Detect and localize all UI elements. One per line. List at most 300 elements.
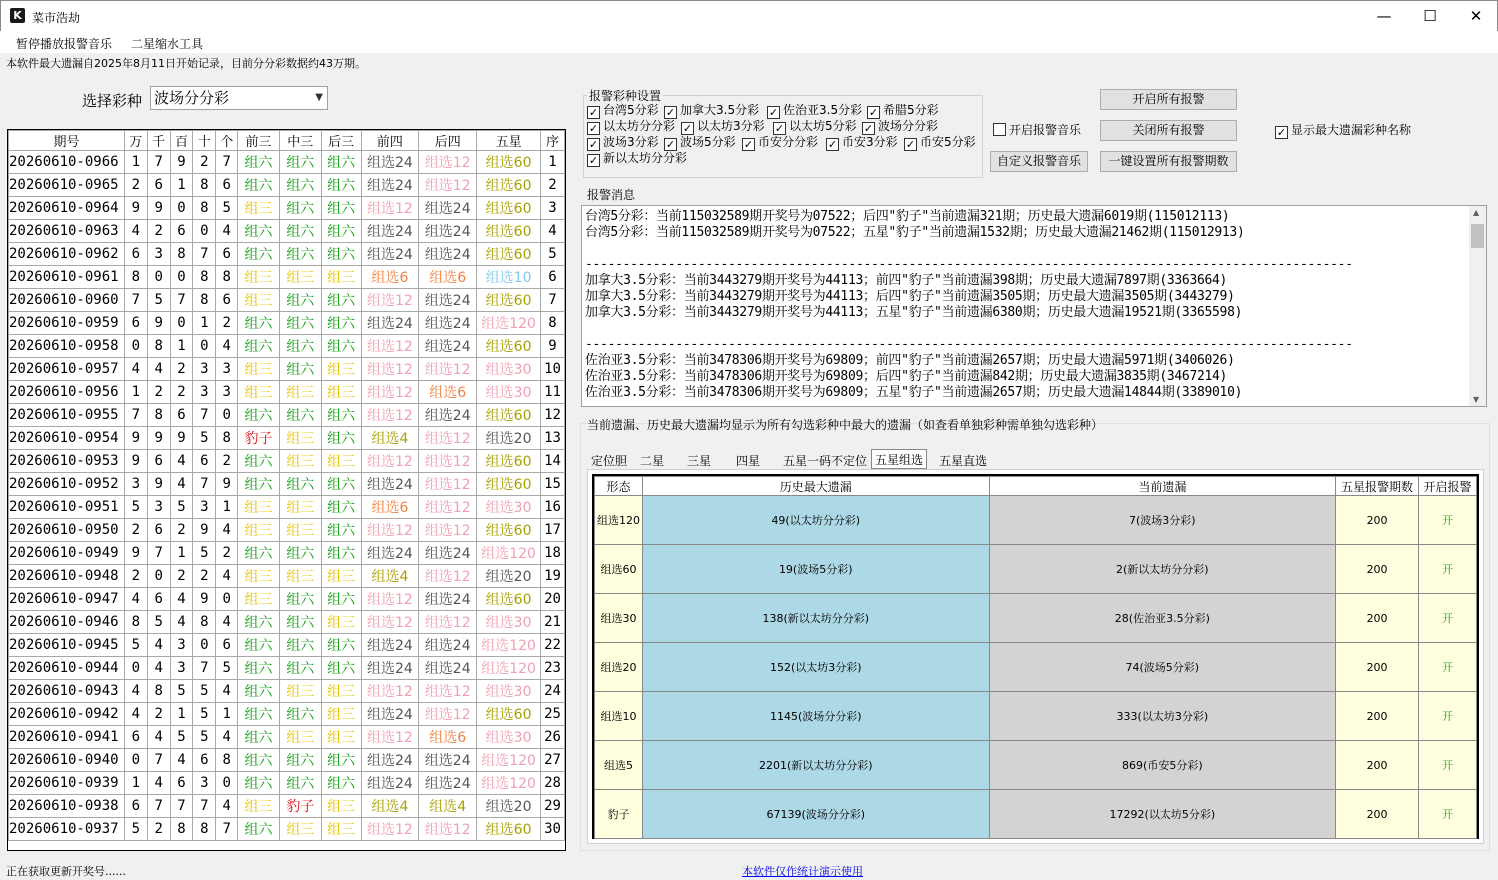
alarm-toggle-cell[interactable]: 开 [1419, 790, 1477, 839]
table-cell: 8 [216, 427, 238, 450]
table-row[interactable] [9, 358, 565, 381]
table-row[interactable] [9, 266, 565, 289]
table-cell: 组六 [238, 220, 280, 243]
table-cell: 组六 [321, 289, 361, 312]
table-cell: 组三 [279, 519, 321, 542]
column-header[interactable]: 中三 [279, 131, 321, 151]
alarm-lottery-checkbox[interactable] [587, 119, 675, 134]
table-cell: 组三 [238, 197, 280, 220]
checkbox-label: 新以太坊分分彩 [603, 151, 688, 165]
stats-cell: 组选60 [595, 545, 643, 594]
table-row[interactable] [9, 657, 565, 680]
table-cell: 20260610-0950 [9, 519, 125, 542]
stats-cell[interactable]: 200 [1336, 496, 1419, 545]
table-cell: 组选12 [419, 519, 477, 542]
scroll-down-icon[interactable]: ▼ [1473, 395, 1480, 404]
alarm-toggle-cell[interactable]: 开 [1419, 545, 1477, 594]
table-cell: 5 [170, 680, 193, 703]
column-header[interactable]: 百 [170, 131, 193, 151]
table-cell: 组选24 [419, 542, 477, 565]
table-cell: 4 [147, 358, 170, 381]
alarm-lottery-checkbox[interactable] [587, 103, 659, 118]
lottery-select[interactable] [150, 86, 328, 110]
table-cell: 8 [193, 818, 216, 841]
table-cell: 30 [541, 818, 565, 841]
stats-cell: 组选20 [595, 643, 643, 692]
stats-cell[interactable]: 200 [1336, 741, 1419, 790]
table-cell: 20260610-0962 [9, 243, 125, 266]
alarm-toggle-cell[interactable]: 开 [1419, 692, 1477, 741]
table-row[interactable] [9, 818, 565, 841]
table-cell: 组选24 [419, 289, 477, 312]
table-cell: 组选24 [361, 634, 419, 657]
draw-results-table [7, 129, 566, 851]
minimize-button[interactable]: — [1376, 7, 1392, 25]
table-cell: 组选60 [477, 289, 541, 312]
table-cell: 7 [216, 151, 238, 174]
table-cell: 组三 [279, 565, 321, 588]
menu-two-star-tool[interactable]: 二星缩水工具 [131, 37, 204, 51]
alarm-lottery-checkbox[interactable] [587, 151, 687, 166]
table-cell: 组选24 [419, 243, 477, 266]
table-row[interactable] [9, 312, 565, 335]
table-cell: 组六 [279, 289, 321, 312]
table-cell: 2 [170, 519, 193, 542]
table-cell: 组三 [279, 381, 321, 404]
table-cell: 1 [124, 151, 147, 174]
stats-cell[interactable]: 200 [1336, 594, 1419, 643]
table-cell: 2 [170, 358, 193, 381]
table-cell: 3 [124, 473, 147, 496]
table-cell: 组六 [279, 542, 321, 565]
table-cell: 20260610-0948 [9, 565, 125, 588]
stats-cell: 组选120 [595, 496, 643, 545]
table-cell: 组六 [279, 657, 321, 680]
table-cell: 0 [216, 404, 238, 427]
table-cell: 20260610-0942 [9, 703, 125, 726]
table-row[interactable] [9, 703, 565, 726]
table-cell: 组六 [238, 174, 280, 197]
tab-item[interactable]: 五星直选 [939, 454, 988, 468]
lottery-select-label: 选择彩种 [82, 92, 143, 110]
table-cell: 组选12 [419, 703, 477, 726]
table-cell: 22 [541, 634, 565, 657]
table-cell: 组六 [238, 151, 280, 174]
table-cell: 4 [216, 726, 238, 749]
alarm-toggle-cell[interactable]: 开 [1419, 643, 1477, 692]
table-cell: 组选12 [361, 335, 419, 358]
table-cell: 组选60 [477, 519, 541, 542]
table-cell: 组选20 [477, 795, 541, 818]
table-cell: 组六 [279, 772, 321, 795]
demo-notice-link[interactable]: 本软件仅作统计演示使用 [742, 865, 863, 878]
table-cell: 8 [541, 312, 565, 335]
table-cell: 组三 [238, 588, 280, 611]
alarm-lottery-checkbox[interactable] [773, 119, 857, 134]
table-cell: 组选60 [477, 450, 541, 473]
table-cell: 4 [170, 611, 193, 634]
column-header[interactable]: 五星 [477, 131, 541, 151]
table-cell: 2 [147, 381, 170, 404]
table-cell: 20260610-0941 [9, 726, 125, 749]
table-row[interactable] [9, 565, 565, 588]
table-cell: 4 [170, 473, 193, 496]
table-cell: 组三 [321, 266, 361, 289]
table-cell: 组选120 [477, 634, 541, 657]
stats-cell: 2(新以太坊分分彩) [989, 545, 1336, 594]
table-cell: 组选20 [477, 565, 541, 588]
table-cell: 组选60 [477, 818, 541, 841]
column-header[interactable]: 期号 [9, 131, 125, 151]
alarm-lottery-checkbox[interactable] [826, 135, 898, 150]
table-cell: 16 [541, 496, 565, 519]
title-bar [0, 0, 1498, 31]
column-header[interactable]: 前四 [361, 131, 419, 151]
table-cell: 9 [170, 427, 193, 450]
alarm-toggle-cell[interactable]: 开 [1419, 741, 1477, 790]
table-row[interactable] [9, 611, 565, 634]
open-all-alarms-button[interactable]: 开启所有报警 [1100, 89, 1237, 110]
table-cell: 组选12 [361, 726, 419, 749]
table-cell: 组选12 [361, 358, 419, 381]
table-cell: 8 [147, 335, 170, 358]
table-cell: 组选12 [361, 680, 419, 703]
table-cell: 8 [170, 243, 193, 266]
table-cell: 9 [147, 197, 170, 220]
column-header[interactable]: 个 [216, 131, 238, 151]
table-cell: 组三 [279, 680, 321, 703]
message-line: 加拿大3.5分彩：当前3443279期开奖号为44113；后四"豹子"当前遗漏3505期；历史最大遗漏3505期(3443279) [585, 289, 1235, 304]
table-cell: 1 [124, 772, 147, 795]
checkbox-empty-icon [993, 123, 1006, 136]
table-cell: 组选24 [361, 473, 419, 496]
table-row[interactable] [9, 473, 565, 496]
table-cell: 组六 [279, 335, 321, 358]
table-cell: 9 [124, 427, 147, 450]
tab-item[interactable]: 三星 [687, 454, 712, 468]
table-cell: 3 [193, 381, 216, 404]
table-cell: 20260610-0954 [9, 427, 125, 450]
table-cell: 组六 [321, 542, 361, 565]
table-cell: 2 [147, 220, 170, 243]
table-cell: 2 [216, 450, 238, 473]
table-row[interactable] [9, 427, 565, 450]
scroll-up-icon[interactable]: ▲ [1473, 208, 1480, 217]
stats-row [595, 643, 1477, 692]
table-cell: 9 [124, 450, 147, 473]
table-cell: 8 [216, 749, 238, 772]
table-cell: 1 [124, 381, 147, 404]
table-cell: 4 [216, 519, 238, 542]
scroll-thumb[interactable] [1471, 224, 1484, 248]
message-line: 加拿大3.5分彩：当前3443279期开奖号为44113；五星"豹子"当前遗漏6380期；历史最大遗漏19521期(3365598) [585, 305, 1243, 320]
table-cell: 1 [541, 151, 565, 174]
table-cell: 6 [147, 174, 170, 197]
stats-header: 当前遗漏 [989, 477, 1336, 496]
table-row[interactable] [9, 243, 565, 266]
table-row[interactable] [9, 289, 565, 312]
table-cell: 组三 [279, 726, 321, 749]
table-cell: 0 [170, 197, 193, 220]
stats-cell[interactable]: 200 [1336, 790, 1419, 839]
table-cell: 组选24 [361, 243, 419, 266]
table-cell: 20260610-0944 [9, 657, 125, 680]
table-cell: 2 [147, 818, 170, 841]
table-cell: 5 [193, 680, 216, 703]
table-cell: 组六 [238, 542, 280, 565]
table-cell: 2 [124, 565, 147, 588]
table-cell: 组六 [279, 749, 321, 772]
column-header[interactable]: 十 [193, 131, 216, 151]
table-cell: 组六 [238, 657, 280, 680]
table-cell: 6 [193, 749, 216, 772]
table-cell: 20260610-0961 [9, 266, 125, 289]
tab-item[interactable]: 二星 [640, 454, 665, 468]
table-cell: 6 [170, 220, 193, 243]
checkbox-label: 波场分分彩 [878, 119, 939, 133]
messages-legend: 报警消息 [587, 188, 636, 202]
stats-cell[interactable]: 200 [1336, 545, 1419, 594]
close-all-alarms-button[interactable]: 关闭所有报警 [1100, 120, 1237, 141]
alarm-lottery-checkbox[interactable] [742, 135, 818, 150]
table-cell: 7 [147, 749, 170, 772]
table-cell: 10 [541, 358, 565, 381]
table-cell: 20260610-0939 [9, 772, 125, 795]
table-cell: 20260610-0965 [9, 174, 125, 197]
custom-music-button[interactable]: 自定义报警音乐 [990, 151, 1088, 172]
stats-cell: 67139(波场分分彩) [642, 790, 989, 839]
table-cell: 组选30 [477, 358, 541, 381]
table-cell: 8 [193, 266, 216, 289]
table-cell: 7 [193, 404, 216, 427]
table-cell: 6 [124, 312, 147, 335]
table-cell: 2 [124, 174, 147, 197]
close-button[interactable]: ✕ [1469, 7, 1483, 25]
table-cell: 0 [216, 588, 238, 611]
stats-cell[interactable]: 200 [1336, 692, 1419, 741]
table-cell: 组三 [321, 703, 361, 726]
table-cell: 6 [124, 726, 147, 749]
table-cell: 组六 [321, 749, 361, 772]
stats-row [595, 594, 1477, 643]
table-row[interactable] [9, 749, 565, 772]
one-click-set-button[interactable]: 一键设置所有报警期数 [1100, 151, 1237, 172]
table-cell: 组六 [238, 450, 280, 473]
table-row[interactable] [9, 680, 565, 703]
table-cell: 组三 [238, 496, 280, 519]
column-header[interactable]: 序 [541, 131, 565, 151]
alarm-lottery-checkbox[interactable] [862, 119, 938, 134]
table-cell: 组三 [238, 565, 280, 588]
table-cell: 2 [193, 151, 216, 174]
table-cell: 组六 [321, 496, 361, 519]
table-cell: 8 [124, 266, 147, 289]
table-cell: 1 [170, 335, 193, 358]
table-cell: 组选120 [477, 657, 541, 680]
table-cell: 2 [216, 312, 238, 335]
checkbox-label: 波场3分彩 [603, 135, 659, 149]
table-cell: 6 [541, 266, 565, 289]
music-toggle-checkbox[interactable]: 开启报警音乐 [993, 123, 1081, 138]
table-cell: 20 [541, 588, 565, 611]
table-cell: 组选30 [477, 726, 541, 749]
table-cell: 20260610-0949 [9, 542, 125, 565]
table-cell: 组六 [321, 151, 361, 174]
checkmark-icon: ✓ [743, 138, 754, 151]
table-cell: 5 [124, 634, 147, 657]
alarm-lottery-checkbox[interactable] [681, 119, 765, 134]
table-cell: 组六 [321, 197, 361, 220]
table-cell: 组选6 [419, 381, 477, 404]
table-cell: 3 [170, 657, 193, 680]
table-cell: 组选4 [361, 427, 419, 450]
table-row[interactable] [9, 381, 565, 404]
table-cell: 12 [541, 404, 565, 427]
table-row[interactable] [9, 197, 565, 220]
alarm-lottery-checkbox[interactable] [767, 103, 862, 118]
stats-row [595, 545, 1477, 594]
table-row[interactable] [9, 519, 565, 542]
tab-item[interactable]: 五星一码不定位 [783, 454, 868, 468]
table-row[interactable] [9, 634, 565, 657]
table-cell: 7 [147, 542, 170, 565]
table-cell: 8 [193, 289, 216, 312]
stats-cell: 19(波场5分彩) [642, 545, 989, 594]
table-cell: 组六 [321, 519, 361, 542]
table-row[interactable] [9, 772, 565, 795]
checkbox-label: 佐治亚3.5分彩 [783, 103, 863, 117]
table-cell: 20260610-0953 [9, 450, 125, 473]
table-cell: 组六 [279, 634, 321, 657]
table-cell: 组六 [279, 243, 321, 266]
table-cell: 组六 [279, 703, 321, 726]
table-cell: 组选24 [361, 312, 419, 335]
tab-item[interactable]: 四星 [736, 454, 761, 468]
alarm-lottery-checkbox[interactable] [664, 135, 736, 150]
maximize-button[interactable]: ☐ [1423, 7, 1437, 25]
stats-cell: 17292(以太坊5分彩) [989, 790, 1336, 839]
tab-item[interactable]: 五星组选 [871, 449, 927, 469]
table-cell: 组六 [321, 174, 361, 197]
table-cell: 组六 [279, 197, 321, 220]
table-cell: 18 [541, 542, 565, 565]
table-cell: 4 [124, 703, 147, 726]
table-cell: 组三 [279, 818, 321, 841]
table-cell: 组三 [321, 565, 361, 588]
table-cell: 8 [170, 818, 193, 841]
alarm-lottery-checkbox[interactable] [904, 135, 976, 150]
table-cell: 3 [193, 772, 216, 795]
stats-cell: 2201(新以太坊分分彩) [642, 741, 989, 790]
table-cell: 组选24 [361, 657, 419, 680]
table-cell: 组选10 [477, 266, 541, 289]
column-header[interactable]: 后三 [321, 131, 361, 151]
message-line: ------------------------------------------------------------------------------------------------------ [585, 257, 1353, 272]
stats-cell: 组选5 [595, 741, 643, 790]
table-cell: 7 [193, 795, 216, 818]
checkmark-icon: ✓ [588, 154, 599, 167]
table-row[interactable] [9, 450, 565, 473]
table-row[interactable] [9, 220, 565, 243]
message-line: 佐治亚3.5分彩：当前3478306期开奖号为69809；后四"豹子"当前遗漏842期；历史最大遗漏3835期(3467214) [585, 369, 1228, 384]
table-row[interactable] [9, 588, 565, 611]
stats-cell: 869(币安5分彩) [989, 741, 1336, 790]
column-header[interactable]: 千 [147, 131, 170, 151]
table-cell: 5 [170, 496, 193, 519]
table-row[interactable] [9, 404, 565, 427]
stats-cell: 组选10 [595, 692, 643, 741]
table-cell: 3 [147, 243, 170, 266]
checkbox-label: 希腊5分彩 [883, 103, 939, 117]
alarm-messages-box[interactable] [581, 205, 1487, 407]
table-cell: 组六 [321, 335, 361, 358]
table-cell: 9 [216, 473, 238, 496]
table-cell: 组选12 [419, 680, 477, 703]
table-cell: 0 [193, 634, 216, 657]
table-cell: 组六 [321, 220, 361, 243]
stats-cell: 152(以太坊3分彩) [642, 643, 989, 692]
table-row[interactable] [9, 726, 565, 749]
tab-item[interactable]: 定位胆 [591, 454, 628, 468]
table-cell: 组选30 [477, 496, 541, 519]
table-cell: 6 [147, 519, 170, 542]
table-row[interactable] [9, 795, 565, 818]
stats-cell: 1145(波场分分彩) [642, 692, 989, 741]
table-cell: 9 [541, 335, 565, 358]
stats-cell[interactable]: 200 [1336, 643, 1419, 692]
checkbox-label: 以太坊5分彩 [789, 119, 857, 133]
checkmark-icon: ✓ [588, 106, 599, 119]
alarm-toggle-cell[interactable]: 开 [1419, 496, 1477, 545]
column-header[interactable]: 前三 [238, 131, 280, 151]
table-cell: 9 [193, 519, 216, 542]
table-row[interactable] [9, 335, 565, 358]
table-row[interactable] [9, 151, 565, 174]
table-cell: 组选24 [361, 220, 419, 243]
show-max-name-checkbox[interactable]: ✓ 显示最大遗漏彩种名称 [1276, 123, 1412, 139]
table-cell: 组选12 [361, 381, 419, 404]
table-cell: 4 [124, 358, 147, 381]
column-header[interactable]: 后四 [419, 131, 477, 151]
table-row[interactable] [9, 542, 565, 565]
menu-pause-music[interactable]: 暂停播放报警音乐 [16, 37, 113, 51]
table-cell: 组六 [321, 772, 361, 795]
table-cell: 0 [170, 312, 193, 335]
table-row[interactable] [9, 174, 565, 197]
table-row[interactable] [9, 496, 565, 519]
alarm-lottery-checkbox[interactable] [587, 135, 659, 150]
table-cell: 组选12 [361, 450, 419, 473]
table-cell: 4 [124, 680, 147, 703]
alarm-lottery-checkbox[interactable] [664, 103, 759, 118]
checkbox-label: 币安5分彩 [920, 135, 976, 149]
table-cell: 组三 [279, 427, 321, 450]
table-cell: 6 [216, 634, 238, 657]
table-cell: 8 [124, 611, 147, 634]
alarm-lottery-checkbox[interactable] [867, 103, 939, 118]
messages-scrollbar[interactable] [1469, 206, 1486, 406]
table-cell: 20260610-0937 [9, 818, 125, 841]
table-cell: 组六 [279, 312, 321, 335]
table-cell: 5 [193, 542, 216, 565]
checkbox-label: 币安分分彩 [758, 135, 819, 149]
alarm-toggle-cell[interactable]: 开 [1419, 594, 1477, 643]
table-cell: 组选24 [419, 197, 477, 220]
table-cell: 14 [541, 450, 565, 473]
column-header[interactable]: 万 [124, 131, 147, 151]
table-cell: 4 [147, 634, 170, 657]
table-cell: 组三 [321, 450, 361, 473]
